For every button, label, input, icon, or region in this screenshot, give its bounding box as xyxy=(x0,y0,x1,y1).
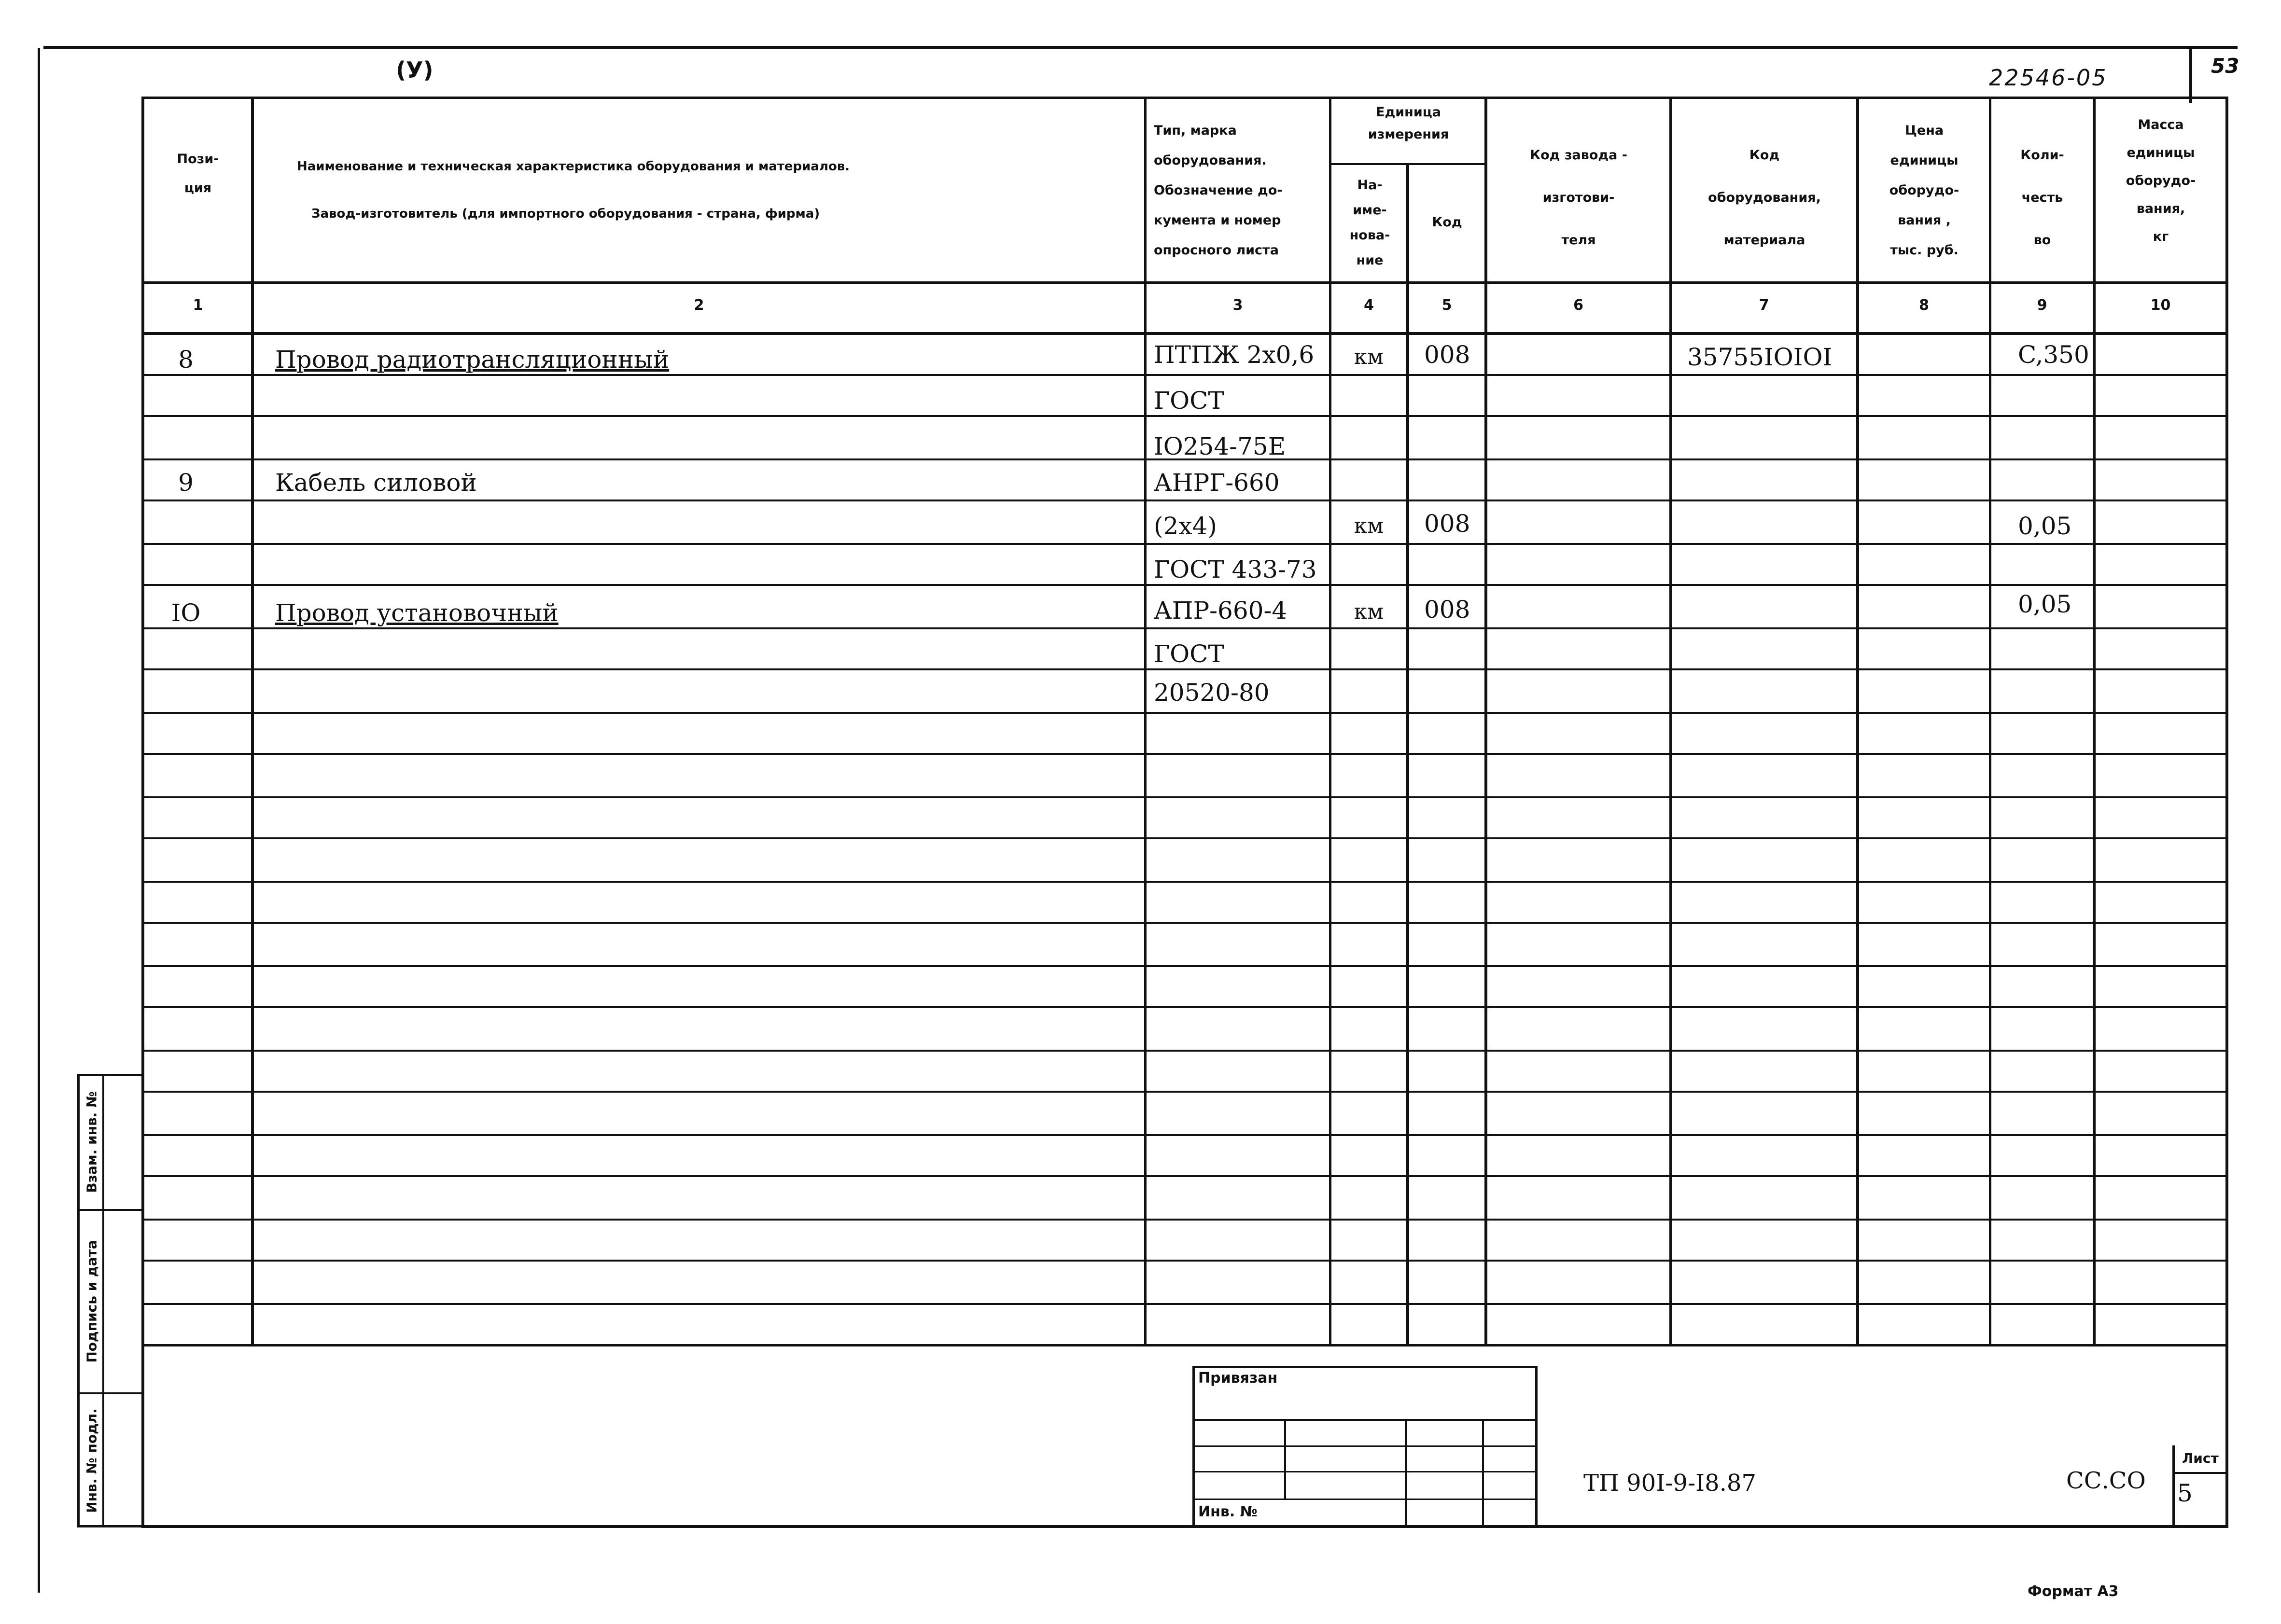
stamp-row-line xyxy=(1192,1499,1538,1500)
row-line xyxy=(142,1219,2228,1221)
row-type: ПТПЖ 2х0,6 xyxy=(1154,341,1315,369)
row-line xyxy=(142,922,2228,924)
table-right-border xyxy=(2225,97,2228,1527)
colnum-3: 3 xyxy=(1232,297,1243,314)
header-col7-line: материала xyxy=(1723,233,1805,248)
row-name: Провод установочный xyxy=(275,599,559,627)
stamp-col-line xyxy=(1284,1419,1286,1499)
page-mark: 53 xyxy=(2211,54,2239,78)
sheet-label: Лист xyxy=(2182,1450,2219,1466)
sheet-box-mid xyxy=(2172,1472,2228,1474)
row-line xyxy=(142,1175,2228,1177)
row-line xyxy=(142,1303,2228,1305)
header-unit-line: измерения xyxy=(1368,127,1449,142)
header-col4-line: име- xyxy=(1353,203,1387,218)
colnum-6: 6 xyxy=(1573,297,1583,314)
row-unit: км xyxy=(1354,599,1384,624)
outer-top-border xyxy=(43,46,2238,49)
header-col4-line: ние xyxy=(1356,253,1384,268)
header-col10-line: единицы xyxy=(2127,145,2195,160)
col-divider-3 xyxy=(1329,97,1331,1346)
header-col2-line: Наименование и техническая характеристика оборудования и материалов. xyxy=(297,159,850,174)
row-line xyxy=(142,627,2228,629)
row-unit-code: 008 xyxy=(1424,510,1470,538)
colnum-1: 1 xyxy=(193,297,203,314)
side-label-replaced-inv: Взам. инв. № xyxy=(84,1091,100,1193)
stamp-inv-label: Инв. № xyxy=(1198,1503,1258,1520)
row-line xyxy=(142,753,2228,755)
table-bottom-border xyxy=(141,1525,2228,1528)
side-label-original-inv: Инв. № подл. xyxy=(84,1408,100,1513)
row-name: Кабель силовой xyxy=(275,469,477,497)
col-divider-2 xyxy=(1144,97,1147,1346)
header-col3-line: кумента и номер xyxy=(1154,213,1281,228)
row-line xyxy=(142,712,2228,714)
header-col5-line: Код xyxy=(1432,215,1462,230)
row-type: АПР-660-4 xyxy=(1154,597,1287,625)
row-line xyxy=(142,837,2228,839)
row-line xyxy=(142,415,2228,417)
row-type: IO254-75E xyxy=(1154,432,1286,460)
col-divider-9 xyxy=(2093,97,2096,1346)
row-unit-code: 008 xyxy=(1424,341,1470,369)
header-col3-line: Обозначение до- xyxy=(1154,183,1283,198)
colnum-7: 7 xyxy=(1759,297,1769,314)
side-stamp-top xyxy=(77,1074,142,1076)
stamp-box-top xyxy=(1192,1366,1538,1368)
header-col8-line: единицы xyxy=(1890,153,1959,168)
header-col8 xyxy=(1860,116,1989,265)
section-mark: (У) xyxy=(396,57,434,83)
row-line xyxy=(142,374,2228,376)
header-col1-line: Пози- xyxy=(177,152,219,167)
row-type: ГОСТ 433-73 xyxy=(1154,555,1317,583)
header-col10 xyxy=(2096,111,2225,251)
stamp-row-line xyxy=(1192,1471,1538,1472)
header-col8-line: оборудо- xyxy=(1889,183,1959,198)
row-line xyxy=(142,881,2228,883)
header-col6-line: Код завода - xyxy=(1530,148,1627,163)
row-type: ГОСТ xyxy=(1154,640,1224,668)
header-col7 xyxy=(1672,134,1857,262)
side-label-signature-date: Подпись и дата xyxy=(84,1240,100,1363)
header-col5 xyxy=(1410,208,1484,237)
col-divider-1 xyxy=(251,97,254,1346)
header-col3-line: опросного листа xyxy=(1154,243,1279,258)
col-divider-4 xyxy=(1406,164,1409,1346)
row-line xyxy=(142,1050,2228,1052)
header-col3-line: оборудования. xyxy=(1154,153,1267,168)
header-col10-line: оборудо- xyxy=(2126,173,2196,188)
table-left-border xyxy=(141,97,144,1527)
header-unit-line: Единица xyxy=(1376,105,1441,120)
outer-left-border xyxy=(38,48,40,1593)
colnum-bottom-line xyxy=(142,332,2228,335)
document-number: 22546-05 xyxy=(1989,65,2108,91)
row-material-code: 35755IOIOI xyxy=(1687,343,1833,371)
row-unit: км xyxy=(1354,514,1384,538)
col-divider-7 xyxy=(1856,97,1859,1346)
header-col1-line: ция xyxy=(184,180,212,195)
header-col3-line: Тип, марка xyxy=(1154,123,1237,138)
row-line xyxy=(142,1260,2228,1262)
row-type: 20520-80 xyxy=(1154,679,1270,707)
header-col2-line: Завод-изготовитель (для импортного оборудования - страна, фирма) xyxy=(311,207,820,221)
row-line xyxy=(142,543,2228,545)
header-col10-line: кг xyxy=(2153,229,2169,244)
side-stamp-left xyxy=(77,1074,80,1527)
header-col9-line: честь xyxy=(2021,190,2063,205)
stamp-row-line xyxy=(1192,1419,1538,1421)
unit-header-split xyxy=(1330,163,1486,165)
row-line xyxy=(142,1006,2228,1008)
sheet-box-left xyxy=(2172,1445,2175,1527)
row-quantity: 0,05 xyxy=(2018,590,2072,618)
col-divider-8 xyxy=(1989,97,1991,1346)
header-col8-line: вания , xyxy=(1898,213,1951,228)
header-col4 xyxy=(1332,173,1407,273)
row-name: Провод радиотрансляционный xyxy=(275,346,670,374)
colnum-10: 10 xyxy=(2150,297,2171,314)
header-col9-line: Коли- xyxy=(2020,148,2064,163)
header-bottom-line xyxy=(142,281,2228,284)
header-col10-line: вания, xyxy=(2136,201,2185,216)
header-col9 xyxy=(1992,134,2093,262)
colnum-8: 8 xyxy=(1919,297,1929,314)
stamp-row-line xyxy=(1192,1445,1538,1447)
col-divider-6 xyxy=(1669,97,1672,1346)
header-col7-line: оборудования, xyxy=(1708,190,1821,205)
header-col4-line: нова- xyxy=(1349,228,1390,243)
col-divider-5 xyxy=(1484,97,1487,1346)
header-col6 xyxy=(1488,134,1669,262)
page-mark-separator xyxy=(2189,47,2192,103)
side-stamp-mid xyxy=(102,1074,104,1527)
row-line xyxy=(142,1091,2228,1093)
header-col6-line: теля xyxy=(1561,233,1596,248)
sheet-number: 5 xyxy=(2177,1479,2193,1507)
row-position: 9 xyxy=(178,469,194,497)
row-type: ГОСТ xyxy=(1154,387,1224,415)
row-unit-code: 008 xyxy=(1424,596,1470,624)
row-quantity: C,350 xyxy=(2018,341,2089,369)
header-col8-line: Цена xyxy=(1904,123,1944,138)
row-line xyxy=(142,668,2228,670)
header-col1 xyxy=(145,145,251,203)
row-type: (2х4) xyxy=(1154,512,1217,540)
row-line xyxy=(142,1134,2228,1136)
row-line xyxy=(142,500,2228,501)
colnum-4: 4 xyxy=(1364,297,1374,314)
side-stamp-div2 xyxy=(77,1392,142,1394)
header-col8-line: тыс. руб. xyxy=(1890,243,1959,258)
colnum-5: 5 xyxy=(1441,297,1452,314)
stamp-col-line xyxy=(1405,1419,1407,1527)
header-col4-line: На- xyxy=(1357,178,1383,193)
colnum-2: 2 xyxy=(694,297,704,314)
document-code: СС.СО xyxy=(2066,1467,2146,1494)
row-quantity: 0,05 xyxy=(2018,512,2072,540)
document-designation: ТП 90I-9-I8.87 xyxy=(1583,1470,1756,1497)
header-col10-line: Масса xyxy=(2138,117,2184,132)
row-type: АНРГ-660 xyxy=(1154,469,1280,497)
format-label: Формат А3 xyxy=(2028,1583,2119,1600)
row-line xyxy=(142,796,2228,798)
side-stamp-div1 xyxy=(77,1209,142,1211)
colnum-9: 9 xyxy=(2037,297,2047,314)
row-unit: км xyxy=(1354,345,1384,369)
header-col2 xyxy=(297,143,1142,237)
header-col6-line: изготови- xyxy=(1542,190,1615,205)
row-position: IO xyxy=(171,599,201,627)
stamp-attached-label: Привязан xyxy=(1198,1370,1278,1387)
header-col7-line: Код xyxy=(1749,148,1780,163)
header-unit-group xyxy=(1332,101,1484,146)
row-line xyxy=(142,584,2228,586)
header-col9-line: во xyxy=(2033,233,2051,248)
row-line xyxy=(142,1344,2228,1346)
table-top-border xyxy=(142,97,2228,99)
row-line xyxy=(142,965,2228,967)
stamp-col-line xyxy=(1482,1419,1484,1527)
header-col3 xyxy=(1154,116,1330,265)
row-position: 8 xyxy=(178,346,194,374)
